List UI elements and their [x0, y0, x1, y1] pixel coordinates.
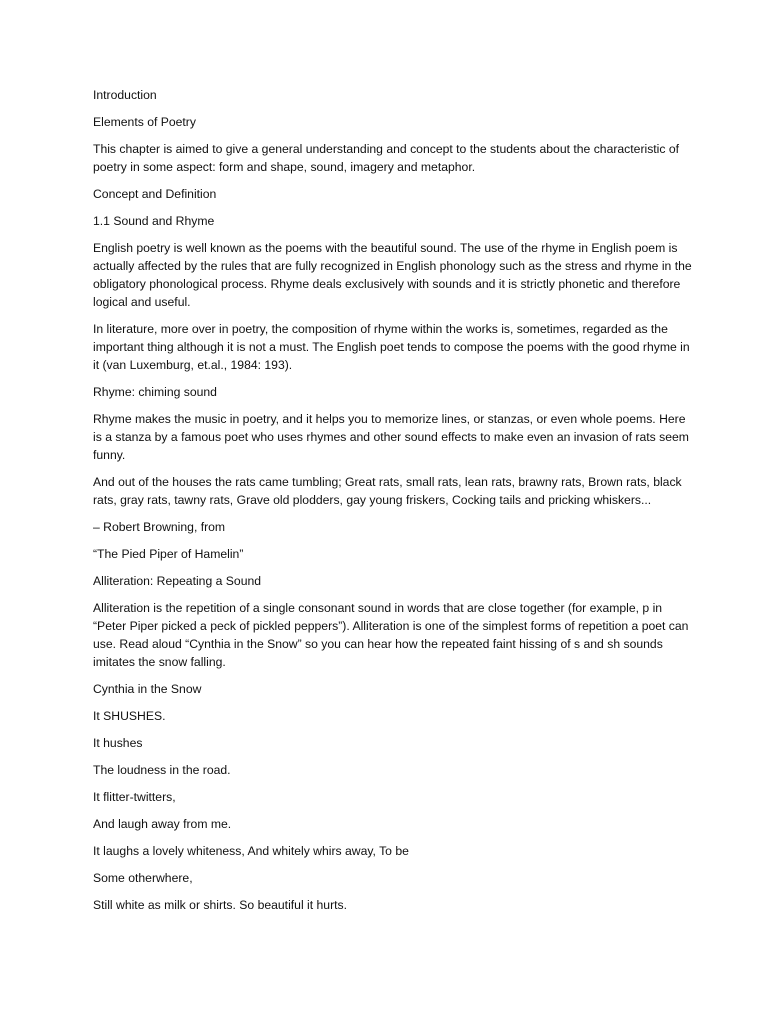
- attribution-title: “The Pied Piper of Hamelin”: [93, 547, 244, 561]
- poem-line: It laughs a lovely whiteness, And whitely whirs away, To be: [93, 844, 409, 858]
- poem-line: Still white as milk or shirts. So beautiful it hurts.: [93, 898, 347, 912]
- heading-elements-of-poetry: Elements of Poetry: [93, 115, 196, 129]
- document-page: [93, 86, 693, 923]
- paragraph-rats-stanza: And out of the houses the rats came tumbling; Great rats, small rats, lean rats, brawny rats, Brown rats, black rats, gray rats, tawny rats, Grave old plodders, gay young friskers, Cocking tails and pricking whiskers...: [93, 475, 682, 507]
- heading-concept-definition: Concept and Definition: [93, 187, 217, 201]
- poem-line: It flitter-twitters,: [93, 790, 176, 804]
- heading-rhyme-chiming: Rhyme: chiming sound: [93, 385, 217, 399]
- heading-introduction: Introduction: [93, 88, 157, 102]
- attribution-author: – Robert Browning, from: [93, 520, 226, 534]
- paragraph-rhyme-music: Rhyme makes the music in poetry, and it helps you to memorize lines, or stanzas, or even whole poems. Here is a stanza by a famous poet who uses rhymes and other sound effects to make even an invasion of rats seem funny.: [93, 412, 689, 462]
- paragraph-chapter-aim: This chapter is aimed to give a general understanding and concept to the students about the characteristic of poetry in some aspect: form and shape, sound, imagery and metaphor.: [93, 142, 680, 174]
- poem-title: Cynthia in the Snow: [93, 682, 202, 696]
- poem-line: And laugh away from me.: [93, 817, 232, 831]
- poem-line: The loudness in the road.: [93, 763, 231, 777]
- poem-line: It SHUSHES.: [93, 709, 166, 723]
- heading-sound-rhyme: 1.1 Sound and Rhyme: [93, 214, 215, 228]
- paragraph-alliteration: Alliteration is the repetition of a single consonant sound in words that are close together (for example, p in “Peter Piper picked a peck of pickled peppers”). Alliteration is one of the simplest forms of repetition a poet can use. Read aloud “Cynthia in the Snow” so you can hear how the repeated faint hissing of s and sh sounds imitates the snow falling.: [93, 601, 689, 669]
- poem-line: It hushes: [93, 736, 143, 750]
- paragraph-literature: In literature, more over in poetry, the composition of rhyme within the works is, sometimes, regarded as the important thing although it is not a must. The English poet tends to compose the poems with the good rhyme in it (van Luxemburg, et.al., 1984: 193).: [93, 322, 690, 372]
- heading-alliteration: Alliteration: Repeating a Sound: [93, 574, 262, 588]
- paragraph-english-poetry: English poetry is well known as the poems with the beautiful sound. The use of the rhyme in English poem is actually affected by the rules that are fully recognized in English phonology such as the stress and rhyme in the obligatory phonological process. Rhyme deals exclusively with sounds and it is strictly phonetic and therefore logical and useful.: [93, 241, 692, 309]
- poem-line: Some otherwhere,: [93, 871, 193, 885]
